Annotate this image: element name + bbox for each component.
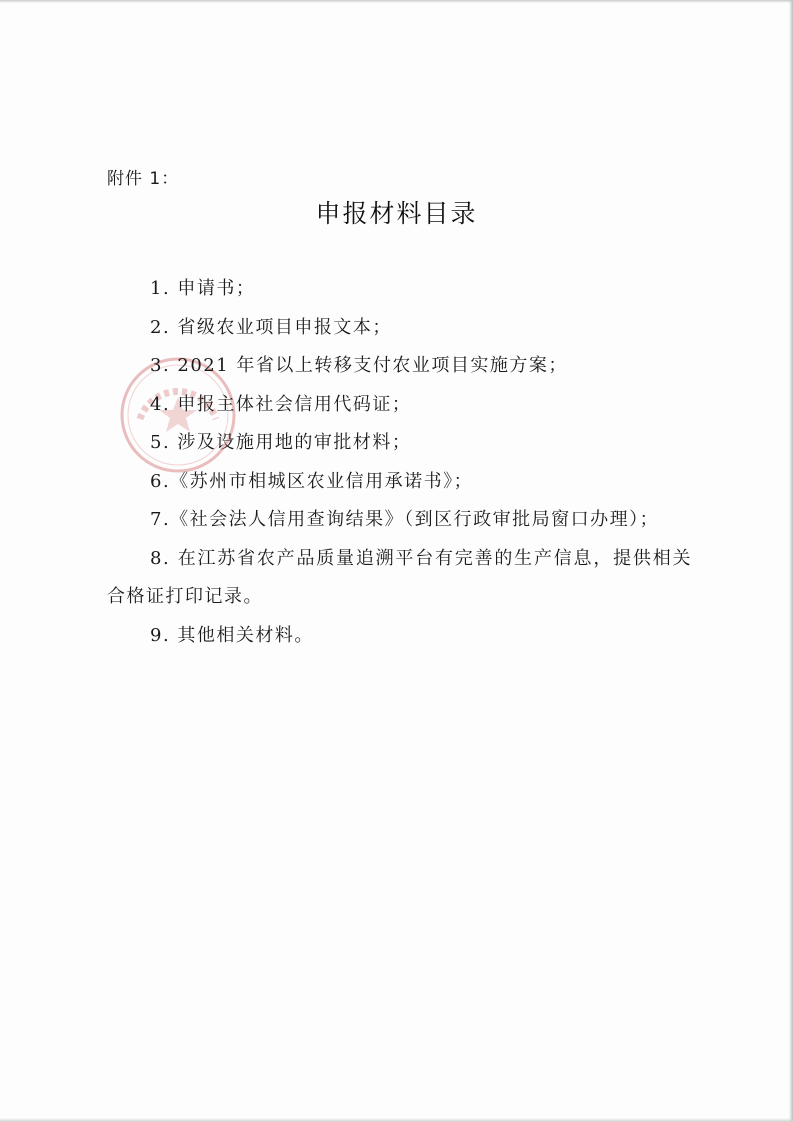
list-item: 8. 在江苏省农产品质量追溯平台有完善的生产信息，提供相关合格证打印记录。 [107,547,692,607]
materials-list [107,270,692,655]
list-item: 9. 其他相关材料。 [150,624,314,646]
scan-edge-top [0,0,793,3]
list-item: 2. 省级农业项目申报文本； [150,316,392,338]
list-item: 6.《苏州市相城区农业信用承诺书》； [150,470,474,492]
page-title: 申报材料目录 [315,199,478,228]
list-item: 7.《社会法人信用查询结果》（到区行政审批局窗口办理）； [150,509,660,530]
list-item: 1. 申请书； [150,278,256,299]
list-item: 3. 2021 年省以上转移支付农业项目实施方案； [150,355,568,376]
list-item: 4. 申报主体社会信用代码证； [150,393,412,415]
scan-edge-right [789,0,793,1122]
list-item: 5. 涉及设施用地的审批材料； [150,432,412,453]
attachment-label: 附件 1： [107,169,180,189]
scan-edge-bottom [0,1118,793,1122]
